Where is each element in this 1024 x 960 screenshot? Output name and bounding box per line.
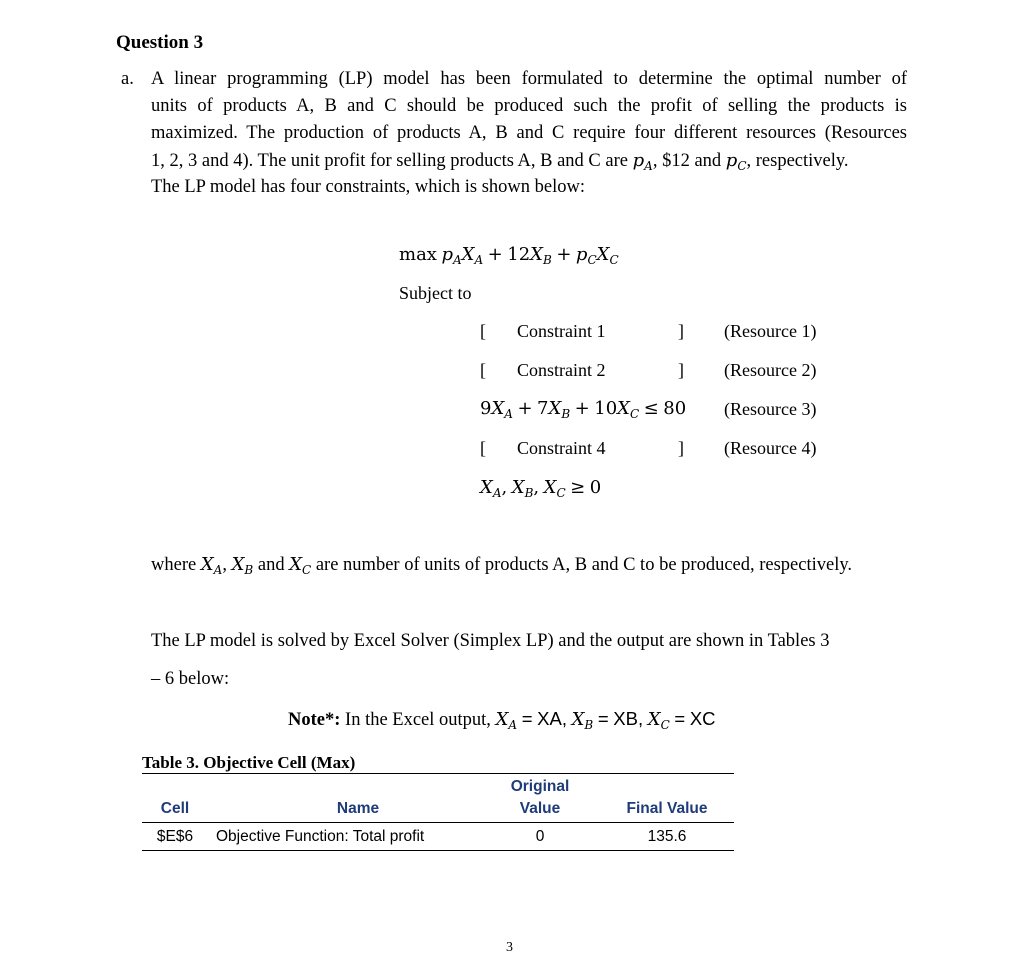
subject-to-label: Subject to bbox=[399, 283, 472, 303]
row-cell: $E$6 bbox=[156, 828, 194, 845]
paragraph-line-4-end: , respectively. bbox=[746, 151, 849, 171]
question-title: Question 3 bbox=[116, 32, 204, 53]
constraint-3-resource: (Resource 3) bbox=[724, 399, 817, 419]
constraint-2-left-bracket: [ bbox=[480, 360, 486, 380]
paragraph-line-5: The LP model has four constraints, which is shown below: bbox=[151, 177, 586, 197]
constraint-2-right-bracket: ] bbox=[678, 360, 684, 380]
paragraph-line-1: A linear programming (LP) model has been formulated to determine the optimal number of bbox=[151, 69, 907, 89]
solver-paragraph-line-2: – 6 below: bbox=[151, 669, 230, 689]
constraint-2-label: Constraint 2 bbox=[517, 360, 606, 380]
table-top-rule bbox=[142, 773, 734, 774]
constraint-3-expression: $9X_A + 7X_B + 10X_C \le 80$ bbox=[480, 398, 687, 421]
header-final-value: Final Value bbox=[626, 800, 708, 817]
row-final-value: 135.6 bbox=[647, 828, 687, 845]
paragraph-line-3: maximized. The production of products A, B and C require four different resources (Resources bbox=[151, 123, 907, 143]
paragraph-line-4 bbox=[151, 150, 849, 172]
table-3-title: Table 3. Objective Cell (Max) bbox=[142, 753, 356, 772]
note-label: Note*: bbox=[288, 710, 341, 730]
constraint-1-label: Constraint 1 bbox=[517, 321, 606, 341]
solver-paragraph-line-1: The LP model is solved by Excel Solver (Simplex LP) and the output are shown in Tables 3 bbox=[151, 631, 830, 651]
paragraph-line-2: units of products A, B and C should be produced such the profit of selling the products is bbox=[151, 96, 907, 116]
constraint-4-label: Constraint 4 bbox=[517, 438, 606, 458]
table-header-rule bbox=[142, 822, 734, 823]
header-original-line-2: Value bbox=[519, 800, 561, 817]
constraint-4-left-bracket: [ bbox=[480, 438, 486, 458]
nonnegativity-constraint: $X_A$, $X_B$, $X_C \ge 0$ bbox=[480, 477, 602, 500]
constraint-4-right-bracket: ] bbox=[678, 438, 684, 458]
header-cell: Cell bbox=[160, 800, 190, 817]
paragraph-line-4-mid: , $12 and bbox=[652, 151, 722, 171]
page-number: 3 bbox=[506, 940, 513, 955]
price-a-symbol: $p_A$ bbox=[632, 150, 653, 173]
header-original-line-1: Original bbox=[510, 778, 570, 795]
constraint-1-resource: (Resource 1) bbox=[724, 321, 817, 341]
row-name: Objective Function: Total profit bbox=[216, 828, 425, 845]
constraint-1-left-bracket: [ bbox=[480, 321, 486, 341]
part-label: a. bbox=[121, 69, 134, 89]
table-bottom-rule bbox=[142, 850, 734, 851]
row-original-value: 0 bbox=[535, 828, 545, 845]
where-line: where $X_A$, $X_B$ and $X_C$ are number of units of products A, B and C to be produced, respectively. bbox=[151, 554, 853, 577]
header-name: Name bbox=[336, 800, 380, 817]
constraint-1-right-bracket: ] bbox=[678, 321, 684, 341]
note-line: Note*: In the Excel output, $X_A$ = XA, $X_B$ = XB, $X_C$ = XC bbox=[288, 708, 716, 732]
constraint-4-resource: (Resource 4) bbox=[724, 438, 817, 458]
objective-function: $\max p_AX_A + 12X_B + p_CX_C$ bbox=[399, 244, 619, 267]
paragraph-line-4-text: 1, 2, 3 and 4). The unit profit for selling products A, B and C are bbox=[151, 151, 628, 171]
constraint-2-resource: (Resource 2) bbox=[724, 360, 817, 380]
price-c-symbol: $p_C$ bbox=[725, 150, 747, 173]
